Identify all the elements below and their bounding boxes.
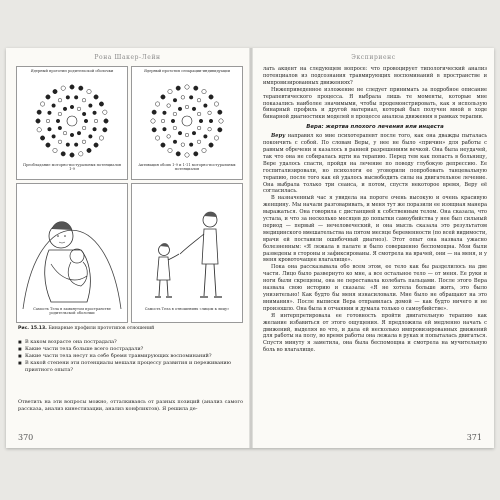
diagram-dot — [202, 148, 206, 152]
right-page-text — [263, 66, 487, 354]
diagram-dot — [48, 127, 52, 131]
diagram-dot — [218, 128, 222, 132]
diagram-dot — [163, 111, 167, 115]
diagram-dot — [74, 96, 78, 100]
diagram-dot — [171, 119, 175, 123]
diagram-dot — [61, 86, 65, 90]
diagram-dot — [37, 128, 41, 132]
body-paragraph — [263, 133, 487, 195]
diagram-dot — [161, 143, 165, 147]
diagram-dot — [173, 126, 177, 130]
diagram-dot — [178, 107, 182, 111]
face-to-face-illustration — [132, 184, 242, 322]
diagram-dot — [151, 119, 155, 123]
diagram-dot — [103, 128, 107, 132]
diagram-dot — [189, 143, 193, 147]
diagram-dot — [93, 111, 97, 115]
diagram-dot — [185, 133, 189, 137]
diagram-dot — [199, 119, 203, 123]
diagram-dot — [197, 98, 201, 102]
diagram-dot — [94, 143, 98, 147]
panel-separation-individuation — [131, 66, 243, 180]
diagram-dot — [58, 98, 62, 102]
figure-binary-profiles — [16, 66, 241, 321]
diagram-dot — [61, 152, 65, 156]
diagram-dot — [70, 133, 74, 137]
diagram-dot — [82, 126, 86, 130]
panel-mother-child — [16, 183, 128, 323]
right-page — [253, 48, 494, 448]
diagram-dot — [82, 140, 86, 144]
diagram-dot — [185, 85, 189, 89]
diagram-dot — [163, 127, 167, 131]
diagram-dot — [46, 143, 50, 147]
diagram-dot — [209, 143, 213, 147]
figure-number: Рис. 15.13. — [18, 326, 47, 331]
diagram-dot — [176, 152, 180, 156]
panel-caption: Самость Тела в замкнутом пространстве родительской оболочки — [33, 307, 111, 316]
list-item: ■ В какой степени эти потенциалы мешали процессу развития и переживанию приятного опыта? — [18, 360, 243, 374]
list-item: ■ Какие части тела больше всего пострадали? — [18, 346, 243, 353]
diagram-dot — [104, 119, 108, 123]
diagram-dot — [58, 140, 62, 144]
diagram-dot — [46, 95, 50, 99]
diagram-dot — [48, 111, 52, 115]
question-list — [18, 339, 243, 374]
diagram-dot — [58, 126, 62, 130]
diagram-dot — [161, 95, 165, 99]
diagram-dot — [82, 112, 86, 116]
diagram-dot — [79, 86, 83, 90]
diagram-dot — [36, 119, 40, 123]
lead-phrase: Веру — [271, 133, 286, 140]
diagram-dot — [197, 140, 201, 144]
diagram-dot — [161, 119, 165, 123]
panel-parental-envelope — [16, 66, 128, 180]
diagram-dot — [79, 152, 83, 156]
running-head-left: Рона Шакер-Лейн — [94, 54, 161, 61]
diagram-dot — [87, 148, 91, 152]
panel-face-to-face — [131, 183, 243, 323]
body-paragraph: Нижеприведенное изложение не следует принимать за подробное описание терапевтического процесса. Я выбрала лишь те моменты, которые мне показались наиболее значимыми, чтобы продемонстрировать, как я использую бинарный профиль и другой материал, который был получен мной в ходе бинарной диагностики моделей в процессе анализа движения в рамках терапии. — [263, 86, 487, 121]
diagram-dot — [53, 89, 57, 93]
book-spread — [6, 48, 494, 448]
body-paragraph: лать акцент на следующем вопросе: что провоцирует типологический анализ потенциалов из подсознания травмирующих воспоминаний в пространстве и импровизированных движениях? — [263, 66, 487, 86]
diagram-dot — [181, 96, 185, 100]
diagram-dot — [87, 89, 91, 93]
diagram-dot — [89, 104, 93, 108]
body-paragraph: Я интерпретировала ее готовность пройти двигательную терапию как желание избавиться от этого ощущения. Я предложила ей медленно начать с движений, выделяя во что, и дала ей несколько импровизированных движений для работы на полу, во время работы она лежала в руках и попыталась двигаться. Спустя минуту я заметила, она была беспомощна и смотрела на мучительную боль во влагалище. — [263, 312, 487, 354]
diagram-dot — [52, 104, 56, 108]
diagram-dot — [66, 143, 70, 147]
diagram-dot — [173, 98, 177, 102]
diagram-dot — [192, 131, 196, 135]
diagram-dot — [173, 112, 177, 116]
diagram-dot — [194, 152, 198, 156]
figure-caption — [18, 326, 240, 331]
panel-caption: Преобладание моторно-постуральных потенциалов 1-9 — [22, 163, 122, 172]
mother-holding-child-illustration — [17, 184, 127, 322]
diagram-dot — [202, 89, 206, 93]
diagram-dot — [152, 128, 156, 132]
left-page — [6, 48, 249, 448]
panel-title: Ядерный прототип родительской оболочки — [30, 69, 114, 73]
diagram-dot — [74, 143, 78, 147]
diagram-dot — [185, 153, 189, 157]
panel-caption: Самость Тела в отношениях «лицом к лицу» — [144, 307, 230, 311]
diagram-dot — [53, 148, 57, 152]
page-number-right: 371 — [466, 433, 482, 442]
diagram-dot — [192, 107, 196, 111]
paragraph-text: направил ко мне психотерапевт после того, как она дважды пыталась покончить с собой. По словам Веры, у нее не было «причин» для работы с равным обречени и казалось в ранней разрешениям вечкой. Она была неудачей, так что она не собиралась идти на терапию. Перед тем как попасть в больницу, Вере удалось спасти, пройдя на лечение по поводу глубокую депрессию. Ее госпитализировали, но психологи ее уговорили попробовать танцевальную терапию, после того как ей удалось высвободить силы на двигательное лечение. Она выбрала только три сеанса, и потом, спустя некоторое время, Веру её согласилась. — [263, 133, 488, 195]
diagram-dot — [176, 86, 180, 90]
diagram-dot — [155, 102, 159, 106]
body-paragraph: Пока она рассказывала обо всем этом, ее тело как бы разделилось на две части. Лицо было развернуто ко мне, а все остальное тело — от меня. Ее руки и ноги были скрещены, она не переставала колебать пальцами. После этого Вера назвала свою историю и сказала: «Я не хотела больше жить, это было унизительно! Как будто бы меня изнасиловали. Мне было не обращают на это внимания». После выписки Вера отправилась домой — как будто ничего и не произошло. Она была в отчаянии и думала только о самоубийстве». — [263, 264, 487, 312]
diagram-dot — [84, 119, 88, 123]
diagram-dot — [214, 102, 218, 106]
diagram-dot — [197, 112, 201, 116]
diagram-dot — [70, 153, 74, 157]
diagram-dot — [103, 110, 107, 114]
diagram-dot — [185, 105, 189, 109]
diagram-dot — [189, 96, 193, 100]
diagram-dot — [58, 112, 62, 116]
diagram-dot — [218, 110, 222, 114]
diagram-dot — [208, 127, 212, 131]
body-paragraph: Ответить на эти вопросы можно, отталкиваясь от разных позиций (анализ самого рассказа, анализ кинестизации, анализ конфликтов). Я решила де- — [18, 399, 243, 412]
diagram-dot — [214, 136, 218, 140]
diagram-dot — [82, 98, 86, 102]
list-item: ■ В каком возрасте она пострадала? — [18, 339, 243, 346]
diagram-dot — [40, 136, 44, 140]
list-item: ■ Какие части тела несут на себе бремя травмирующих воспоминаний? — [18, 353, 243, 360]
diagram-dot — [167, 135, 171, 139]
diagram-dot — [181, 143, 185, 147]
diagram-dot — [46, 119, 50, 123]
diagram-dot — [152, 110, 156, 114]
diagram-dot — [173, 140, 177, 144]
diagram-dot — [209, 119, 213, 123]
diagram-dot — [209, 95, 213, 99]
diagram-dot — [194, 86, 198, 90]
diagram-dot — [77, 107, 81, 111]
diagram-dot — [40, 102, 44, 106]
diagram-dot — [99, 136, 103, 140]
diagram-dot — [77, 131, 81, 135]
diagram-dot — [168, 89, 172, 93]
diagram-dot — [94, 119, 98, 123]
diagram-dot — [56, 119, 60, 123]
diagram-dot — [93, 127, 97, 131]
diagram-dot — [89, 135, 93, 139]
panel-caption: Активация обоих 1-9 и 1-11 моторно-постуральных потенциалов — [138, 163, 236, 172]
diagram-dot — [37, 110, 41, 114]
diagram-dot — [66, 96, 70, 100]
diagram-dot — [197, 126, 201, 130]
panel-title: Ядерный прототип сепарации-индивидуации — [143, 69, 231, 73]
diagram-dot — [178, 131, 182, 135]
diagram-dot — [168, 148, 172, 152]
page-number-left: 370 — [18, 433, 34, 442]
diagram-dot — [167, 104, 171, 108]
diagram-dot — [70, 105, 74, 109]
diagram-dot — [155, 136, 159, 140]
diagram-dot — [70, 85, 74, 89]
diagram-dot — [204, 135, 208, 139]
section-subheading: Вера: жертва плохого лечения или инцеста — [306, 124, 444, 131]
running-head-right: Экспириенс — [351, 54, 396, 61]
diagram-dot — [208, 111, 212, 115]
diagram-center — [67, 116, 77, 126]
diagram-center — [182, 116, 192, 126]
body-paragraph: В назначенный час я увидела на пороге очень высокую и очень красивую женщину. Мы начали разговаривать, и меня тут же поразили ее изящная манера выражаться. Она говорила с дистанцией к собственным телом. Она сказала, что устала, и что за несколько месяцев до попытки самоубийства у нее был сильный период — первый — нечеловеческий, и она мысль сказала это результатом медицинского вмешательства на пятом месяце беременности (по всей видимости, врачи ей поставили ошибочный диагноз). Этот опыт она назвала ужасно болезненным: «Я лежала в палате и было совершенно беспомощна. Мои были разведены в стороны и зафиксированы. Я смотрела на врачей, они — на меня, и у меня кровоточащее влагалище». — [263, 195, 487, 264]
diagram-dot — [204, 104, 208, 108]
diagram-dot — [99, 102, 103, 106]
diagram-dot — [219, 119, 223, 123]
diagram-dot — [52, 135, 56, 139]
diagram-dot — [94, 95, 98, 99]
figure-caption-text: Бинарные профили прототипов отношений — [48, 326, 155, 331]
diagram-dot — [63, 107, 67, 111]
diagram-dot — [63, 131, 67, 135]
